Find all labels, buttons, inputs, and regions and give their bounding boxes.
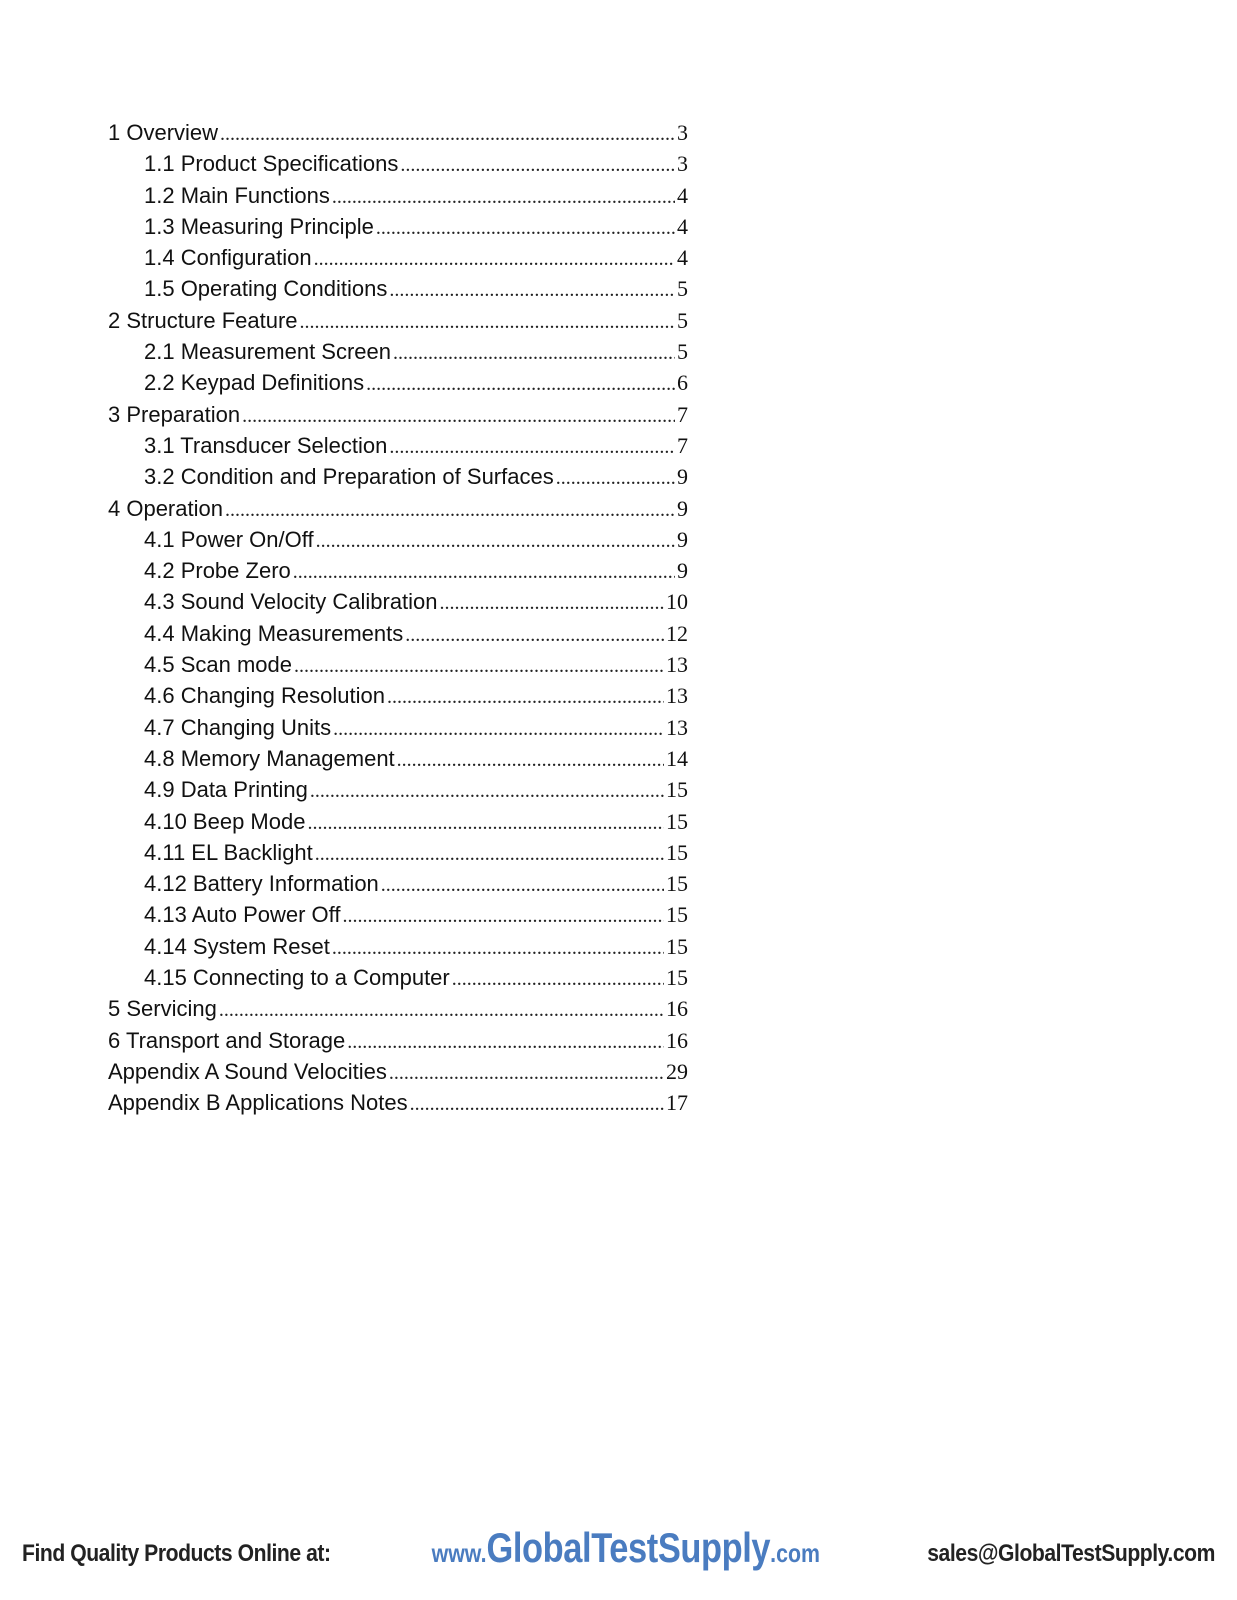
toc-entry-page-number: 17 — [666, 1090, 688, 1116]
toc-entry-label: 4.4 Making Measurements — [144, 620, 404, 646]
toc-entry-page-number: 15 — [666, 839, 688, 865]
toc-dot-leader — [366, 369, 675, 400]
toc-dot-leader — [293, 557, 675, 588]
toc-entry-page-number: 3 — [677, 120, 688, 145]
toc-entry-page-number: 9 — [677, 558, 688, 584]
toc-entry[interactable] — [108, 1025, 688, 1056]
toc-entry[interactable] — [108, 774, 688, 805]
toc-entry-label: 4.8 Memory Management — [144, 745, 395, 771]
toc-entry[interactable] — [108, 743, 688, 774]
toc-entry[interactable] — [108, 962, 688, 993]
toc-entry-page-number: 15 — [666, 871, 688, 897]
toc-entry-label: 4.13 Auto Power Off — [144, 902, 341, 928]
toc-entry-label: 3.2 Condition and Preparation of Surfaces — [144, 464, 554, 490]
toc-entry-page-number: 12 — [666, 620, 688, 646]
toc-entry-page-number: 13 — [666, 714, 688, 740]
toc-entry-page-number: 29 — [666, 1058, 688, 1084]
toc-entry-page-number: 4 — [677, 245, 688, 271]
toc-dot-leader — [315, 839, 664, 870]
toc-entry-page-number: 16 — [666, 996, 688, 1022]
toc-entry-page-number: 9 — [677, 526, 688, 552]
footer-url-suffix: .com — [769, 1538, 820, 1568]
toc-dot-leader — [397, 745, 664, 776]
toc-entry-label: 1.3 Measuring Principle — [144, 213, 374, 239]
toc-dot-leader — [333, 714, 664, 745]
toc-entry[interactable] — [108, 211, 688, 242]
toc-dot-leader — [310, 776, 664, 807]
toc-entry-page-number: 6 — [677, 370, 688, 396]
toc-entry-page-number: 14 — [666, 745, 688, 771]
toc-entry[interactable] — [108, 493, 688, 524]
toc-entry-label: 4.15 Connecting to a Computer — [144, 965, 450, 991]
toc-entry[interactable] — [108, 931, 688, 962]
toc-dot-leader — [314, 244, 675, 275]
toc-entry[interactable] — [108, 242, 688, 273]
toc-entry[interactable] — [108, 555, 688, 586]
footer-website-link[interactable] — [431, 1524, 819, 1572]
toc-entry-page-number: 15 — [666, 808, 688, 834]
toc-entry[interactable] — [108, 461, 688, 492]
toc-dot-leader — [316, 526, 675, 557]
toc-dot-leader — [294, 651, 664, 682]
toc-entry-label: Appendix A Sound Velocities — [108, 1058, 387, 1084]
toc-entry-label: 4.12 Battery Information — [144, 871, 379, 897]
toc-entry-label: 1.1 Product Specifications — [144, 151, 399, 177]
footer-tagline: Find Quality Products Online at: — [22, 1540, 331, 1567]
toc-entry-page-number: 13 — [666, 652, 688, 678]
footer-email-link[interactable]: sales@GlobalTestSupply.com — [927, 1540, 1215, 1567]
toc-dot-leader — [405, 620, 664, 651]
toc-entry-page-number: 7 — [677, 401, 688, 427]
toc-entry[interactable] — [108, 117, 688, 148]
toc-dot-leader — [440, 588, 664, 619]
toc-entry-label: 4.11 EL Backlight — [144, 839, 313, 865]
toc-entry[interactable] — [108, 524, 688, 555]
toc-entry-label: 4.9 Data Printing — [144, 777, 308, 803]
toc-dot-leader — [389, 275, 675, 306]
toc-entry-label: 4.2 Probe Zero — [144, 558, 291, 584]
toc-entry-label: 2 Structure Feature — [108, 307, 298, 333]
toc-entry-page-number: 15 — [666, 777, 688, 803]
toc-entry[interactable] — [108, 993, 688, 1024]
toc-entry-page-number: 4 — [677, 213, 688, 239]
footer-url-brand: GlobalTestSupply — [486, 1524, 770, 1571]
toc-entry[interactable] — [108, 899, 688, 930]
toc-entry[interactable] — [108, 806, 688, 837]
toc-entry-label: 1.5 Operating Conditions — [144, 276, 388, 302]
toc-entry-page-number: 15 — [666, 902, 688, 928]
toc-entry[interactable] — [108, 430, 688, 461]
toc-entry[interactable] — [108, 680, 688, 711]
toc-entry-page-number: 5 — [677, 276, 688, 302]
toc-entry-label: 2.1 Measurement Screen — [144, 339, 392, 365]
toc-entry-label: 1.2 Main Functions — [144, 182, 330, 208]
toc-entry[interactable] — [108, 399, 688, 430]
toc-entry-label: 4.3 Sound Velocity Calibration — [144, 589, 438, 615]
toc-entry[interactable] — [108, 837, 688, 868]
toc-entry-page-number: 15 — [666, 965, 688, 991]
table-of-contents — [108, 117, 688, 1119]
toc-dot-leader — [387, 682, 664, 713]
toc-entry-page-number: 16 — [666, 1027, 688, 1053]
toc-entry-page-number: 13 — [666, 683, 688, 709]
toc-entry[interactable] — [108, 148, 688, 179]
toc-entry[interactable] — [108, 618, 688, 649]
toc-entry-page-number: 10 — [666, 589, 688, 615]
toc-dot-leader — [220, 119, 675, 150]
toc-entry[interactable] — [108, 586, 688, 617]
toc-entry-label: 1 Overview — [108, 120, 219, 145]
toc-entry-label: 4.10 Beep Mode — [144, 808, 306, 834]
toc-dot-leader — [376, 213, 675, 244]
toc-entry[interactable] — [108, 367, 688, 398]
toc-entry-label: 1.4 Configuration — [144, 245, 312, 271]
toc-dot-leader — [400, 150, 675, 181]
footer-url-prefix: www. — [431, 1538, 487, 1568]
toc-dot-leader — [225, 495, 675, 526]
toc-entry[interactable] — [108, 1087, 688, 1118]
toc-dot-leader — [389, 1058, 664, 1089]
toc-entry-page-number: 7 — [677, 432, 688, 458]
toc-entry[interactable] — [108, 712, 688, 743]
toc-entry-label: Appendix B Applications Notes — [108, 1090, 408, 1116]
toc-entry-label: 4.5 Scan mode — [144, 652, 292, 678]
toc-entry-label: 3 Preparation — [108, 401, 241, 427]
toc-entry[interactable] — [108, 336, 688, 367]
toc-dot-leader — [393, 338, 675, 369]
toc-dot-leader — [343, 901, 665, 932]
toc-dot-leader — [452, 964, 664, 995]
toc-dot-leader — [242, 401, 675, 432]
toc-entry[interactable] — [108, 868, 688, 899]
toc-dot-leader — [410, 1089, 664, 1120]
toc-entry-label: 4.14 System Reset — [144, 933, 330, 959]
toc-dot-leader — [332, 933, 664, 964]
toc-dot-leader — [307, 808, 664, 839]
toc-entry-page-number: 5 — [677, 339, 688, 365]
page-footer — [22, 1512, 1215, 1572]
toc-dot-leader — [389, 432, 675, 463]
toc-dot-leader — [219, 995, 664, 1026]
toc-entry-page-number: 3 — [677, 151, 688, 177]
toc-entry-label: 4.7 Changing Units — [144, 714, 332, 740]
toc-entry-page-number: 9 — [677, 495, 688, 521]
toc-entry[interactable] — [108, 180, 688, 211]
toc-entry[interactable] — [108, 649, 688, 680]
toc-entry-page-number: 9 — [677, 464, 688, 490]
toc-entry-label: 4 Operation — [108, 495, 223, 521]
toc-dot-leader — [332, 182, 675, 213]
toc-entry-label: 3.1 Transducer Selection — [144, 432, 388, 458]
toc-entry-label: 6 Transport and Storage — [108, 1027, 346, 1053]
toc-entry-page-number: 5 — [677, 307, 688, 333]
toc-dot-leader — [347, 1027, 664, 1058]
toc-entry[interactable] — [108, 305, 688, 336]
toc-entry-page-number: 15 — [666, 933, 688, 959]
toc-entry-page-number: 4 — [677, 182, 688, 208]
toc-entry-label: 4.1 Power On/Off — [144, 526, 314, 552]
toc-entry-label: 2.2 Keypad Definitions — [144, 370, 365, 396]
toc-entry-label: 5 Servicing — [108, 996, 217, 1022]
toc-entry[interactable] — [108, 273, 688, 304]
toc-entry[interactable] — [108, 1056, 688, 1087]
toc-entry-label: 4.6 Changing Resolution — [144, 683, 385, 709]
toc-dot-leader — [556, 463, 675, 494]
toc-dot-leader — [300, 307, 675, 338]
toc-dot-leader — [381, 870, 664, 901]
